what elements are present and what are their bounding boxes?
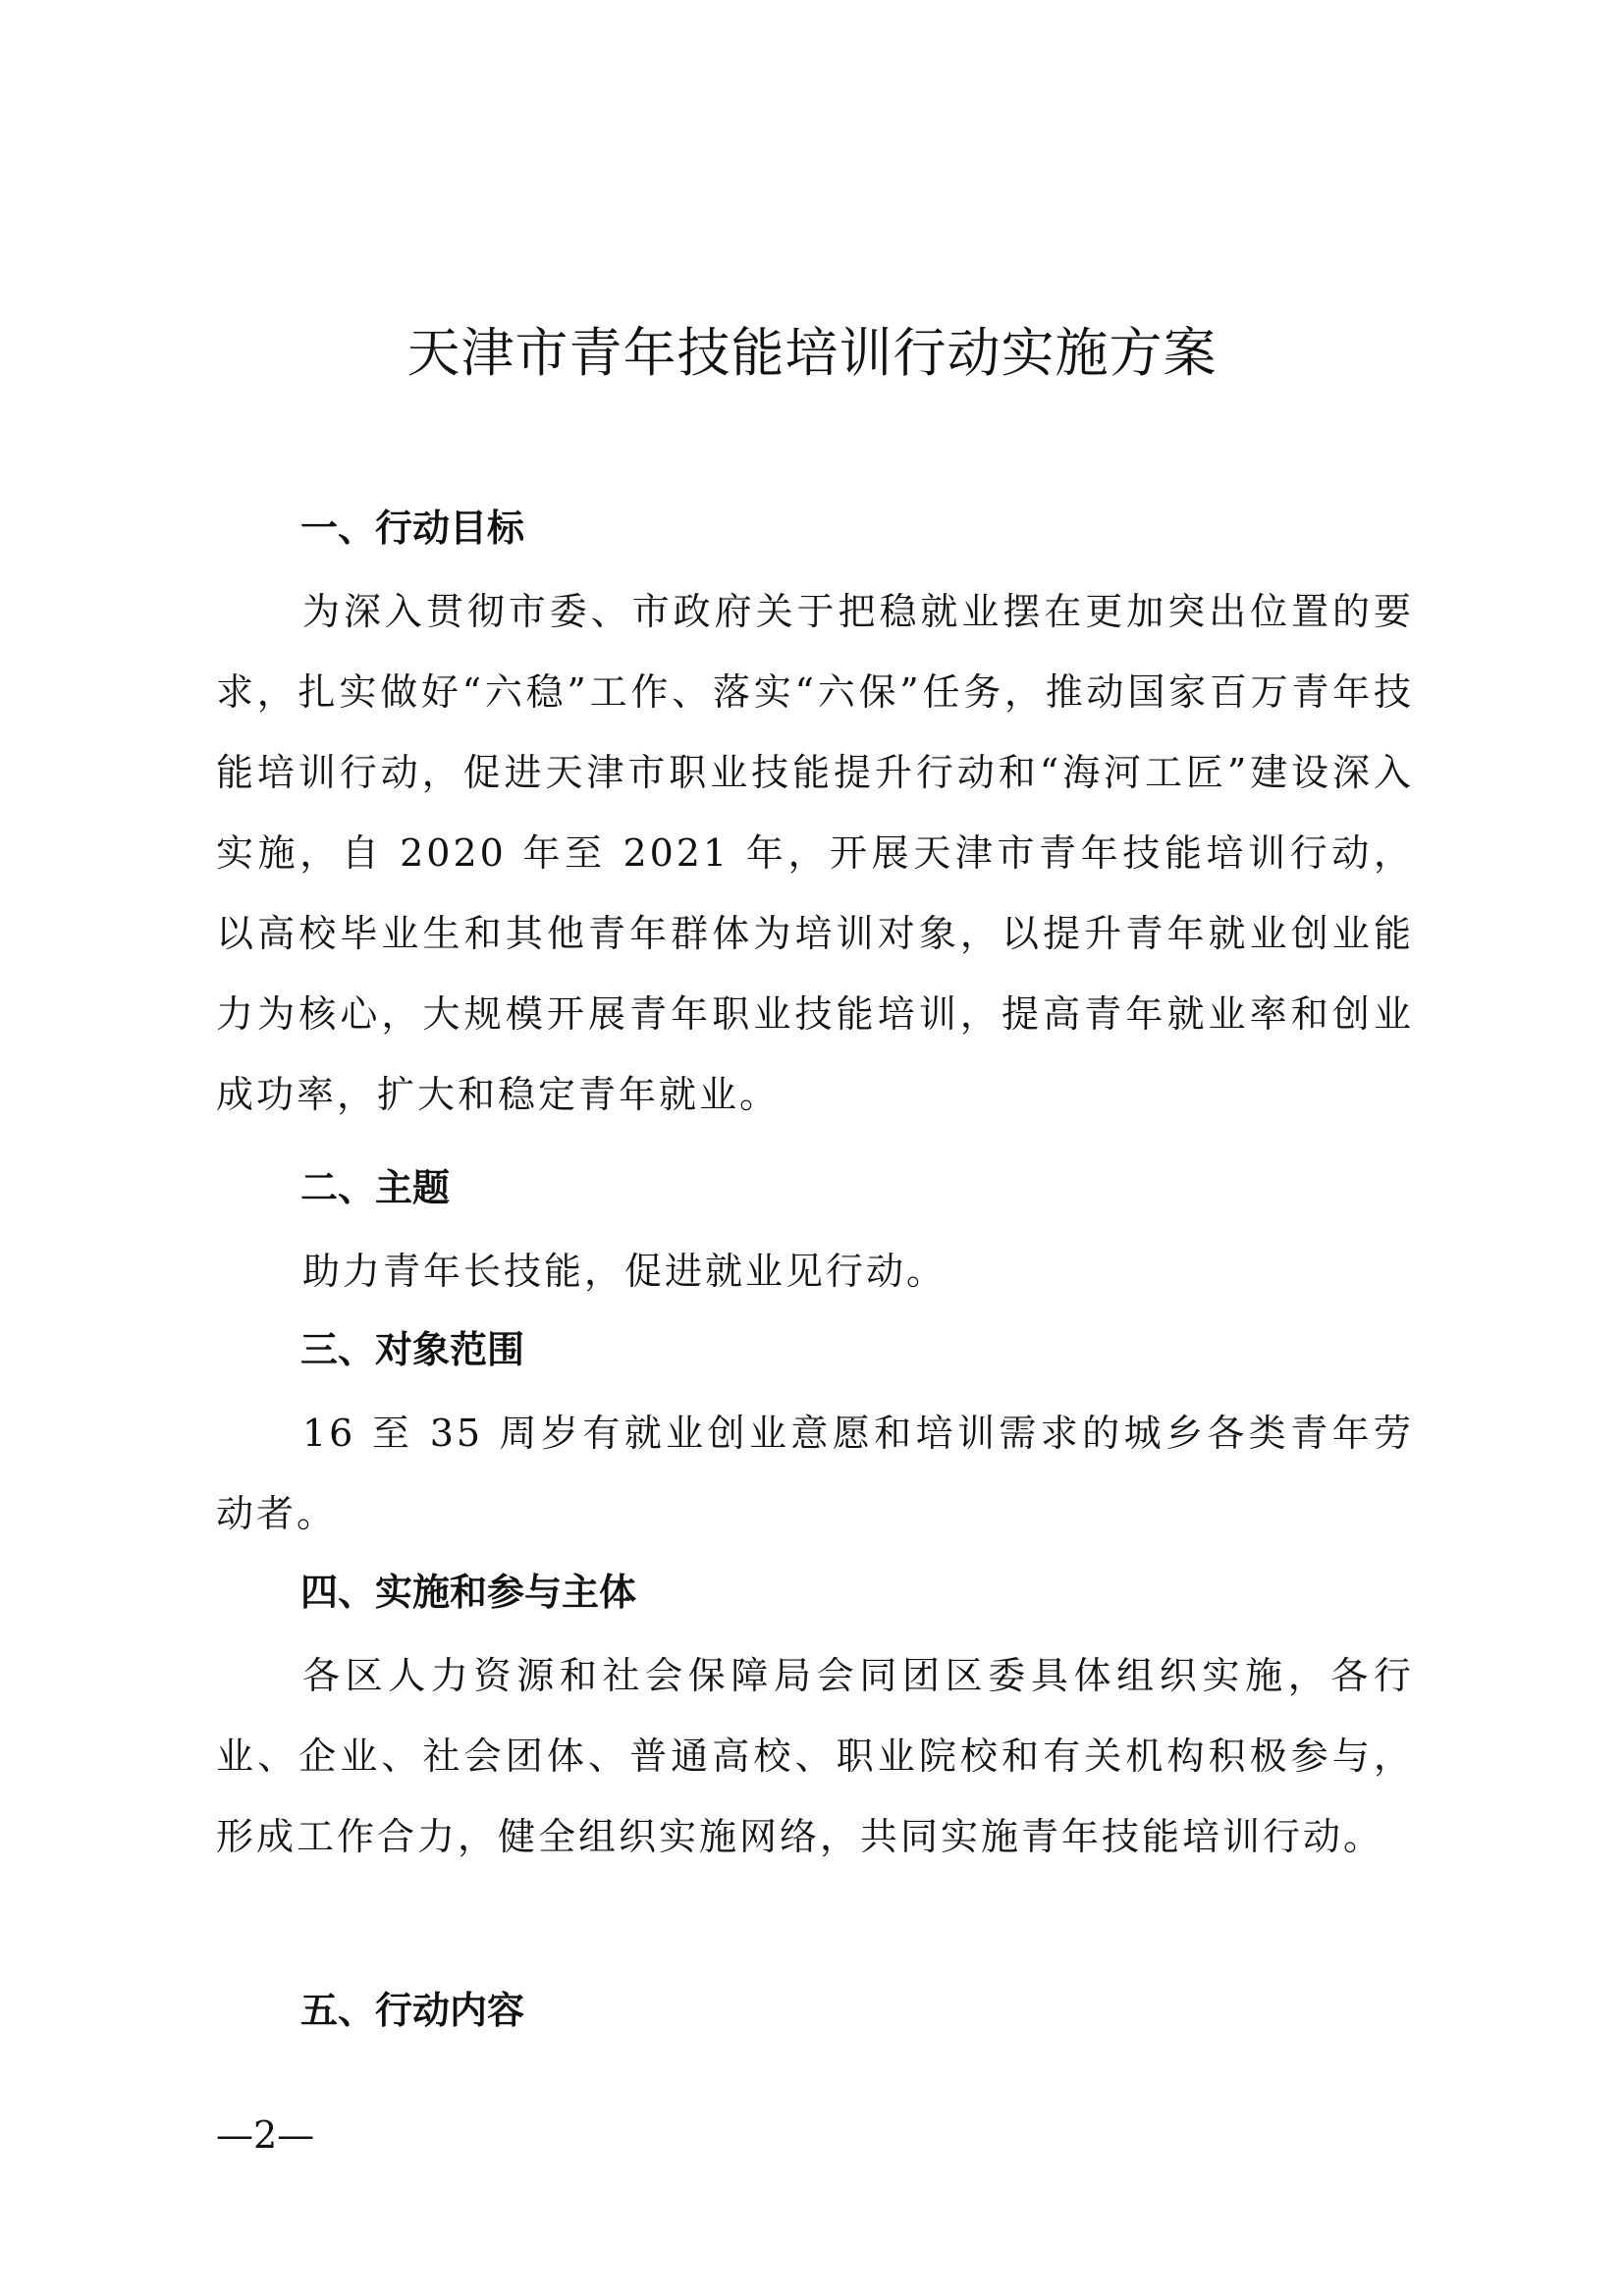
section-heading-goals: 一、行动目标	[300, 507, 525, 550]
page-number: —2—	[216, 2113, 315, 2157]
section-paragraph-goals: 为深入贯彻市委、市政府关于把稳就业摆在更加突出位置的要求，扎实做好“六稳”工作、落实“六保”任务，推动国家百万青年技能培训行动，促进天津市职业技能提升行动和“海河工匠”建设深入实施，自 2020 年至 2021 年，开展天津市青年技能培训行动，以高校毕业生和其他青年群体为培训对象，以提升青年就业创业能力为核心，大规模开展青年职业技能培训，提高青年就业率和创业成功率，扩大和稳定青年就业。	[216, 590, 1414, 1116]
section-heading-theme: 二、主题	[300, 1166, 451, 1209]
section-heading-target-scope: 三、对象范围	[300, 1328, 525, 1371]
section-paragraph-participants: 各区人力资源和社会保障局会同团区委具体组织实施，各行业、企业、社会团体、普通高校、职业院校和有关机构积极参与，形成工作合力，健全组织实施网络，共同实施青年技能培训行动。	[216, 1654, 1414, 1858]
section-paragraph-theme: 助力青年长技能，促进就业见行动。	[302, 1250, 947, 1293]
section-heading-action-content: 五、行动内容	[300, 1989, 525, 2032]
document-title: 天津市青年技能培训行动实施方案	[406, 322, 1218, 384]
section-heading-participants: 四、实施和参与主体	[300, 1571, 637, 1614]
section-paragraph-target-scope: 16 至 35 周岁有就业创业意愿和培训需求的城乡各类青年劳动者。	[216, 1412, 1414, 1535]
